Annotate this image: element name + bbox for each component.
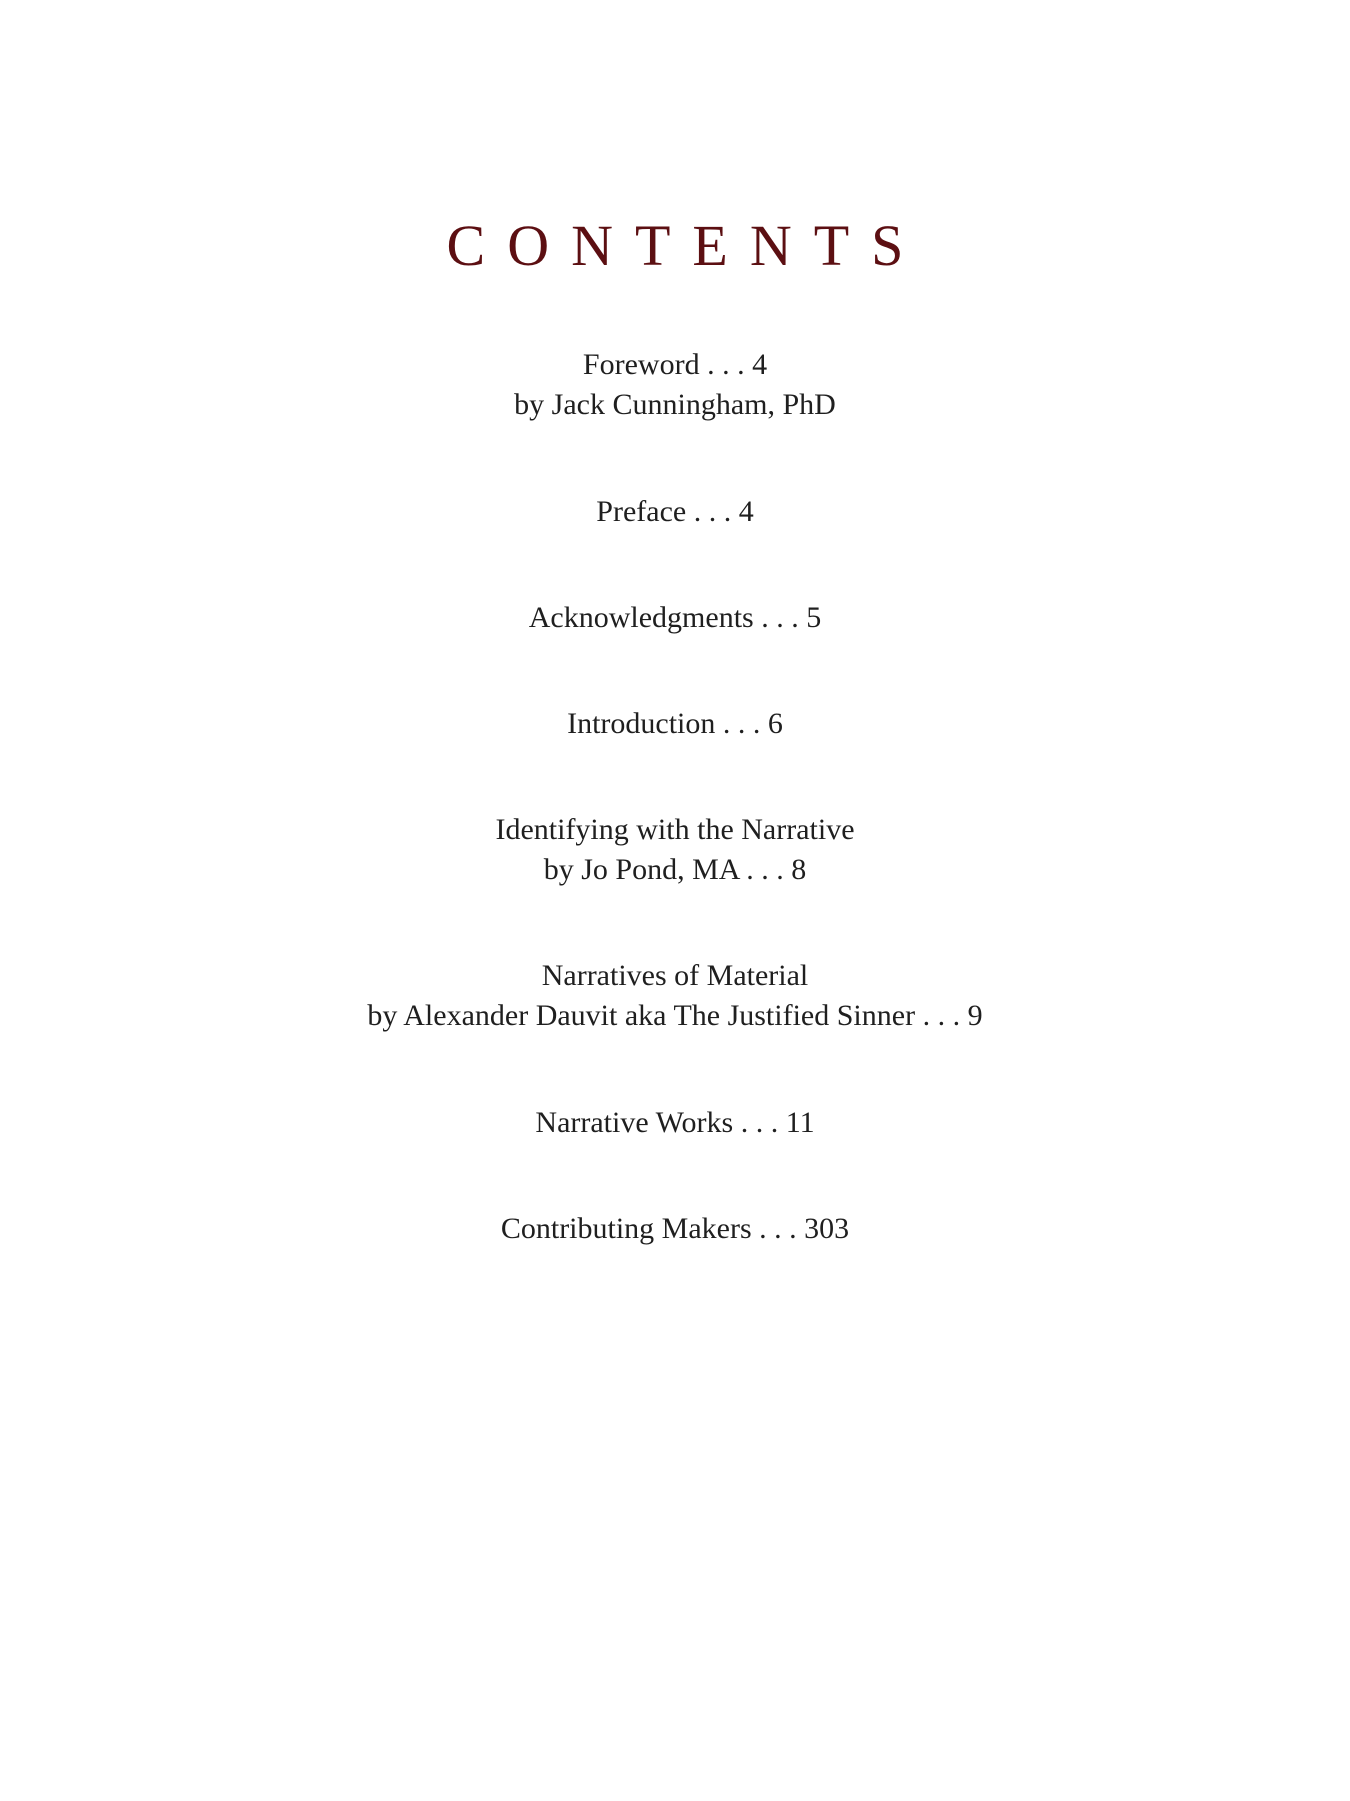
toc-entry-title: Foreword . . . 4 [582,348,768,381]
toc-entry-preface[interactable] [0,492,1350,532]
toc-entry-narrative-works[interactable] [0,1103,1350,1143]
toc-entry-introduction[interactable] [0,704,1350,744]
toc-entry-title: Identifying with the Narrative [495,813,855,846]
toc-entry-author: by Alexander Dauvit aka The Justified Sinner . . . 9 [367,999,983,1032]
toc-entry-narratives-of-material[interactable] [0,956,1350,1036]
toc-entry-title: Narrative Works . . . 11 [535,1106,815,1139]
toc-entry-title: Preface . . . 4 [596,495,754,528]
page-title: CONTENTS [446,213,926,278]
toc-entry-author: by Jack Cunningham, PhD [514,388,836,421]
toc-entry-title: Narratives of Material [541,959,809,992]
toc-entry-title: Contributing Makers . . . 303 [500,1212,850,1245]
toc-entry-identifying-with-the-narrative[interactable] [0,810,1350,890]
toc-entry-foreword[interactable] [0,345,1350,425]
toc-entry-title: Acknowledgments . . . 5 [528,601,822,634]
toc-entry-acknowledgments[interactable] [0,598,1350,638]
toc-entry-contributing-makers[interactable] [0,1209,1350,1249]
toc-entry-author: by Jo Pond, MA . . . 8 [543,853,807,886]
toc-entry-title: Introduction . . . 6 [567,707,783,740]
